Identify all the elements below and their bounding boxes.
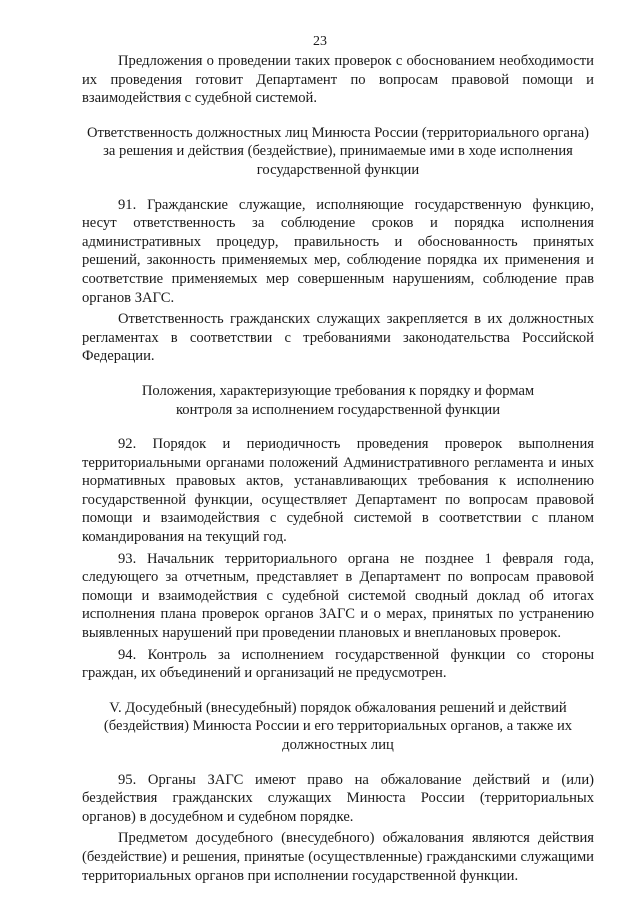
paragraph-95-continuation: Предметом досудебного (внесудебного) обжалования являются действия (бездействие) и решения, принятые (осуществленные) гражданскими служащими территориальных органов при исполнении государственной функции. (82, 830, 594, 884)
paragraph-91-continuation: Ответственность гражданских служащих закрепляется в их должностных регламентах в соответствии с требованиями законодательства Российской Федерации. (82, 311, 594, 365)
paragraph-91: 91. Гражданские служащие, исполняющие государственную функцию, несут ответственность за соблюдение сроков и порядка исполнения административных процедур, правильность и обоснованность принятых решений, законность применяемых мер, соблюдение порядка их применения и соответствие применяемых мер совершенным нарушениям, соблюдение прав органов ЗАГС. (82, 196, 594, 306)
heading-line: должностных лиц (282, 737, 394, 753)
paragraph-95: 95. Органы ЗАГС имеют право на обжалование действий и (или) бездействия гражданских служащих Минюста России (территориальных органов) в досудебном и судебном порядке. (82, 771, 594, 825)
section-heading-appeal (82, 699, 594, 755)
paragraph-94: 94. Контроль за исполнением государственной функции со стороны граждан, их объединений и организаций не предусмотрен. (82, 646, 594, 682)
section-heading-control (82, 382, 594, 419)
page-content (82, 52, 594, 885)
heading-line: V. Досудебный (внесудебный) порядок обжалования решений и действий (109, 699, 567, 716)
intro-paragraph: Предложения о проведении таких проверок с обоснованием необходимости их проведения готовит Департамент по вопросам правовой помощи и взаимодействия с судебной системой. (82, 53, 594, 107)
heading-line: государственной функции (256, 161, 420, 178)
heading-line: за решения и действия (бездействие), принимаемые ими в ходе исполнения (103, 143, 573, 160)
heading-line: (бездействия) Минюста России и его территориальных органов, а также их (103, 718, 573, 735)
page-number: 23 (313, 34, 327, 49)
paragraph-92: 92. Порядок и периодичность проведения проверок выполнения территориальными органами положений Административного регламента и иных нормативных правовых актов, устанавливающих требования к исполнению государственной функции, осуществляет Департамент по вопросам правовой помощи и взаимодействия с судебной системой в соответствии с планом командирования на текущий год. (82, 436, 594, 546)
section-heading-responsibility (82, 124, 594, 180)
heading-line: Ответственность должностных лиц Минюста России (территориального органа) (86, 124, 590, 141)
heading-line: Положения, характеризующие требования к порядку и формам (141, 382, 535, 399)
heading-line: контроля за исполнением государственной функции (175, 401, 501, 418)
paragraph-93: 93. Начальник территориального органа не позднее 1 февраля года, следующего за отчетным, представляет в Департамент по вопросам правовой помощи и взаимодействия с судебной системой сводный доклад об итогах исполнения плана проверок органов ЗАГС и о мерах, принятых по устранению выявленных нарушений при проведении плановых и внеплановых проверок. (82, 550, 594, 642)
